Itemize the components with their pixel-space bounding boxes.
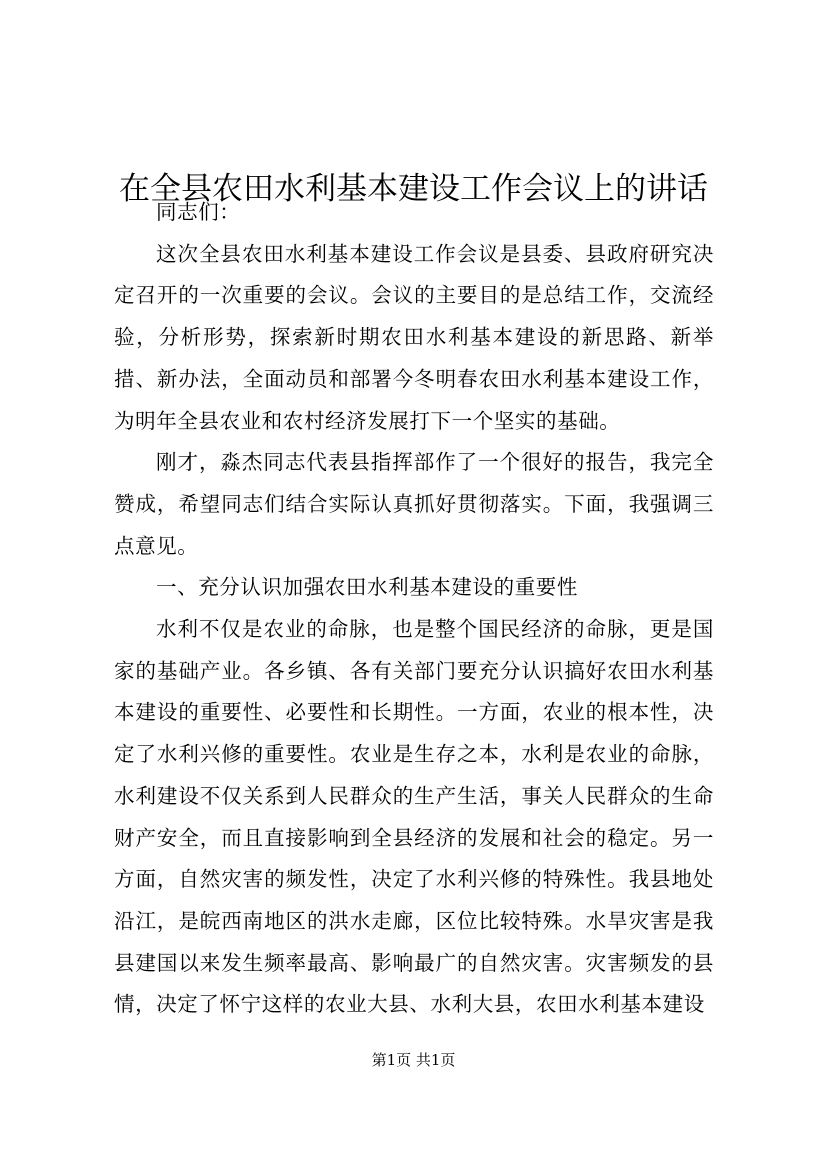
document-title: 在全县农田水利基本建设工作会议上的讲话 xyxy=(119,170,708,207)
section-heading-1: 一、充分认识加强农田水利基本建设的重要性 xyxy=(156,575,578,600)
document-body xyxy=(114,192,714,1026)
salutation: 同志们： xyxy=(156,200,241,224)
paragraph-importance: 水利不仅是农业的命脉，也是整个国民经济的命脉，更是国家的基础产业。各乡镇、各有关部门要充分认识搞好农田水利基本建设的重要性、必要性和长期性。一方面，农业的根本性，决定了水利兴修的重要性。农业是生存之本，水利是农业的命脉，水利建设不仅关系到人民群众的生产生活，事关人民群众的生命财产安全，而且直接影响到全县经济的发展和社会的稳定。另一方面，自然灾害的频发性，决定了水利兴修的特殊性。我县地处沿江，是皖西南地区的洪水走廊，区位比较特殊。水旱灾害是我县建国以来发生频率最高、影响最广的自然灾害。灾害频发的县情，决定了怀宁这样的农业大县、水利大县，农田水利基本建设 xyxy=(114,617,714,1017)
page-footer: 第1页 共1页 xyxy=(371,1051,456,1069)
paragraph-intro: 这次全县农田水利基本建设工作会议是县委、县政府研究决定召开的一次重要的会议。会议的主要目的是总结工作，交流经验，分析形势，探索新时期农田水利基本建设的新思路、新举措、新办法，全面动员和部署今冬明春农田水利基本建设工作，为明年全县农业和农村经济发展打下一个坚实的基础。 xyxy=(114,241,714,433)
paragraph-report: 刚才，淼杰同志代表县指挥部作了一个很好的报告，我完全赞成，希望同志们结合实际认真抓好贯彻落实。下面，我强调三点意见。 xyxy=(114,450,714,558)
